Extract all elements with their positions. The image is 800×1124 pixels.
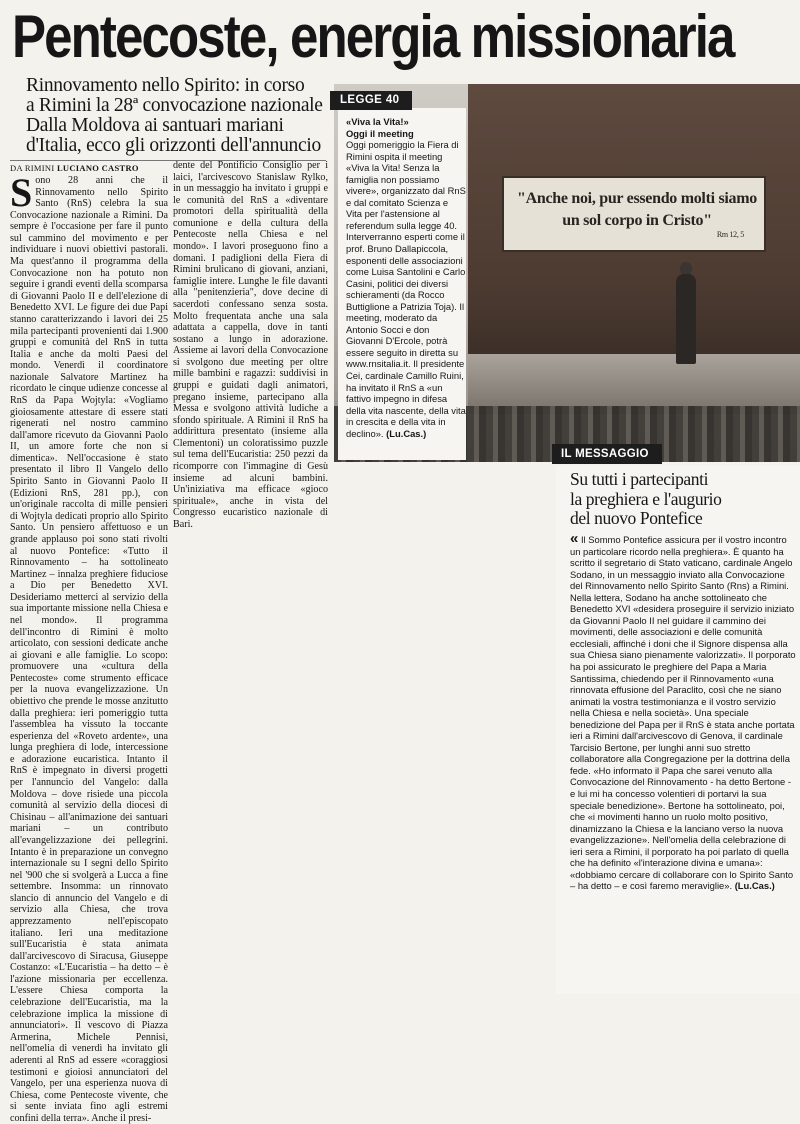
sidebar-title: «Viva la Vita!»	[346, 116, 409, 127]
message-signature: (Lu.Cas.)	[734, 880, 775, 892]
message-headline-line: del nuovo Pontefice	[570, 508, 703, 528]
message-headline-line: Su tutti i partecipanti	[570, 469, 709, 489]
section-label: IL MESSAGGIO	[552, 444, 662, 464]
page-headline: Pentecoste, energia missionaria	[12, 3, 734, 70]
banner-reference: Rm 12, 5	[716, 230, 744, 239]
speaker-figure	[676, 274, 696, 364]
message-headline-line: la preghiera e l'augurio	[570, 488, 722, 509]
sidebar-subtitle: Oggi il meeting	[346, 127, 414, 139]
article-subhead	[26, 76, 326, 156]
sidebar-article	[346, 116, 466, 439]
subhead-line: Rinnovamento nello Spirito: in corso	[26, 75, 305, 96]
subhead-line: Dalla Moldova ai santuari mariani	[26, 115, 284, 136]
sidebar-text: Oggi pomeriggio la Fiera di Rimini ospita il meeting «Viva la Vita! Senza la famiglia non possiamo vivere», organizzato dal RnS e dal comitato Scienza e Vita per l'astensione al referendum sulla legge 40. Interverranno esperti come il prof. Bruno Dallapiccola, esponenti delle associazioni come Luisa Santolini e Carlo Casini, politici dei diversi schieramenti (da Rocco Buttiglione a Patrizia Toja). Il meeting, moderato da Antonio Socci e don Giovanni D'Ercole, potrà essere seguito in diretta su www.rnsitalia.it. Il presidente Cei, cardinale Camillo Ruini, ha invitato il RnS a «un fattivo impegno in difesa della vita nascente, della vita in crescita e della vita in declino».	[346, 139, 466, 439]
section-label: LEGGE 40	[330, 91, 412, 110]
stage-platform	[468, 354, 800, 414]
byline-place: DA RIMINI	[10, 163, 55, 173]
message-text: Il Sommo Pontefice assicura per il vostro incontro un particolare ricordo nella preghiera». È quanto ha scritto il segretario di Stato vaticano, cardinale Angelo Sodano, in un messaggio inviato alla Convocazione del Rinnovamento nello Spirito Santo (Rns) a Rimini. Nella lettera, Sodano ha anche sottolineato che Benedetto XVI «desidera proseguire il servizio iniziato da Giovanni Paolo II nel guidare il cammino dei movimenti, delle associazioni e delle comunità ecclesiali, affinché i doni che il Signore dispensa alla sua Chiesa siano pienamente valorizzati». Il porporato ha poi assicurato le preghiere del Papa a Maria Santissima, chiedendo per il Rinnovamento «una rinnovata effusione del Paraclito, così che ne siano animati la vostra testimonianza e il vostro servizio nella Chiesa e nella società». Una speciale benedizione del Papa per il RnS è stata anche portata ieri a Rimini dall'arcivescovo di Genova, il cardinale Tarcisio Bertone, per lunghi anni suo stretto collaboratore alla Congregazione per la dottrina della fede. «Ho informato il Papa che sarei venuto alla Convocazione del Rinnovamento - ha detto Bertone - e lui mi ha concesso volentieri di portarvi la sua speciale benedizione». Bertone ha sottolineato, poi, che «i movimenti hanno un ruolo molto positivo, dinamizzano la Chiesa e la lanciano verso la nuova evangelizzazione». Nell'omelia della celebrazione di ieri sera a Rimini, il porporato ha poi parlato di quella che ha definito «l'interazione divina e umana»: «dobbiamo cercare di collaborare con lo Spirito Santo – ha detto – e così faremo meraviglie».	[570, 534, 796, 892]
subhead-line: a Rimini la 28ª convocazione nazionale	[26, 95, 323, 116]
article-text: dente del Pontificio Consiglio per i laici, l'arcivescovo Stanislaw Rylko, in un messaggio ha invitato i gruppi e le comunità del RnS a «diventare promotori della spiritualità della comunione e della cultura della Pentecoste nella Chiesa e nel mondo». I lavori proseguono fino a domani. I padiglioni della Fiera di Rimini brulicano di giovani, anziani, famiglie intere. Lunghe le file davanti alla "penitenzieria", dove decine di sacerdoti confessano senza sosta. Molto frequentata anche una sala adattata a cappella, dove in tanti sostano a lungo in adorazione. Assieme ai lavori della Convocazione si svolgono due meeting per oltre mille bambini e ragazzi: suddivisi in gruppi e guidati dagli animatori, pregano insieme, partecipano alla Messa e svolgono attività ludiche a sfondo spirituale. A Rimini il RnS ha addirittura presentato (insieme alla Clementoni) un coloratissimo puzzle sul tema dell'Eucaristia: 250 pezzi da ricomporre con l'immagine di Gesù insieme ad alcuni bambini. Un'iniziativa ma efficace «gioco spirituale», anche in vista del Congresso eucaristico nazionale di Bari.	[173, 160, 328, 530]
message-headline	[570, 470, 798, 529]
stage-banner	[502, 176, 766, 252]
quote-mark: «	[570, 530, 579, 547]
byline-author: LUCIANO CASTRO	[56, 163, 139, 173]
subhead-line: d'Italia, ecco gli orizzonti dell'annuncio	[26, 135, 321, 156]
drop-cap: S	[10, 170, 33, 215]
article-text: ono 28 anni che il Rinnovamento nello Spirito Santo (RnS) celebra la sua Convocazione nazionale a Rimini. Da sempre è l'occasione per fare il punto sul cammino del movimento e per individuare i nuovi obiettivi pastorali. Ma quest'anno il programma della Convocazione non ha potuto non seguire i grandi eventi della scomparsa di Giovanni Paolo II e dell'elezione di Benedetto XVI. Le figure dei due Papi stanno caratterizzando i lavori dei 25 mila partecipanti provenienti dai 1.900 gruppi e comunità del RnS in tutta Italia e anche da molti Paesi del mondo. Venerdì il coordinatore nazionale Salvatore Martinez ha ricordato le cinque udienze concesse al RnS da Papa Wojtyla: «Vogliamo gioiosamente attestare di essere stati rigenerati nel nostro cammino dall'amore ricevuto da Giovanni Paolo II, un amore forte che non si dimentica». Nell'occasione è stato presentato il libro Il Vangelo dello Spirito Santo in Giovanni Paolo II (Edizioni RnS, 281 pp.), con un'originale raccolta di mille pensieri di Wojtyla dedicati proprio allo Spirito Santo. Un pensiero affettuoso e un grande applauso poi sono stati rivolti al nuovo Pontefice: «Tutto il Rinnovamento – ha sottolineato Martinez – innalza preghiere fiduciose a Dio per Benedetto XVI. Desideriamo metterci al servizio della sua importante missione nella Chiesa e nel mondo». Il programma dell'incontro di Rimini è molto articolato, con sessioni dedicate anche ai giovani e alle famiglie. Lo scopo: promuovere una «cultura della Pentecoste» come strumento efficace per la nuova evangelizzazione. Un obiettivo che prende le mosse anzitutto dalla preghiera: ieri pomeriggio tutta l'assemblea ha vissuto la toccante esperienza del «Roveto ardente», una lunga preghiera di lode, intercessione e adorazione eucaristica. Intanto il RnS è impegnato in diversi progetti per l'annuncio del Vangelo: dalla Moldova – dove risiede una piccola comunità al servizio della diocesi di Chisinau – all'animazione dei santuari mariani – un contributo all'evangelizzazione dei pellegrini. Intanto è in preparazione un convegno internazionale su I segni dello Spirito nel '900 che si svolgerà a Lucca a fine settembre. Insomma: un rinnovato slancio di annuncio del Vangelo e di servizio alla Chiesa, che trova apprezzamento nell'episcopato italiano. Ieri una meditazione sull'Eucaristia è stata animata dall'arcivescovo di Siracusa, Giuseppe Costanzo: «L'Eucaristia – ha detto – è l'azione missionaria per eccellenza. L'essere Chiesa comporta la celebrazione dell'Eucaristia, ma la celebrazione implica la missione di annunciatori». Il vescovo di Piazza Armerina, Michele Pennisi, nell'omelia di venerdì ha invitato gli aderenti al RnS ad essere «coraggiosi testimoni e gioiosi annunciatori del Vangelo, per una esperienza nuova di Chiesa, come Pentecoste vivente, che si sente inviata fino agli estremi confini della terra». Anche il presi-	[10, 175, 168, 1124]
article-column-2	[173, 160, 328, 531]
banner-text: "Anche noi, pur essendo molti siamo un sol corpo in Cristo"	[517, 190, 757, 229]
article-column-1	[10, 170, 168, 1124]
message-article	[570, 530, 796, 892]
sidebar-signature: (Lu.Cas.)	[386, 427, 427, 439]
